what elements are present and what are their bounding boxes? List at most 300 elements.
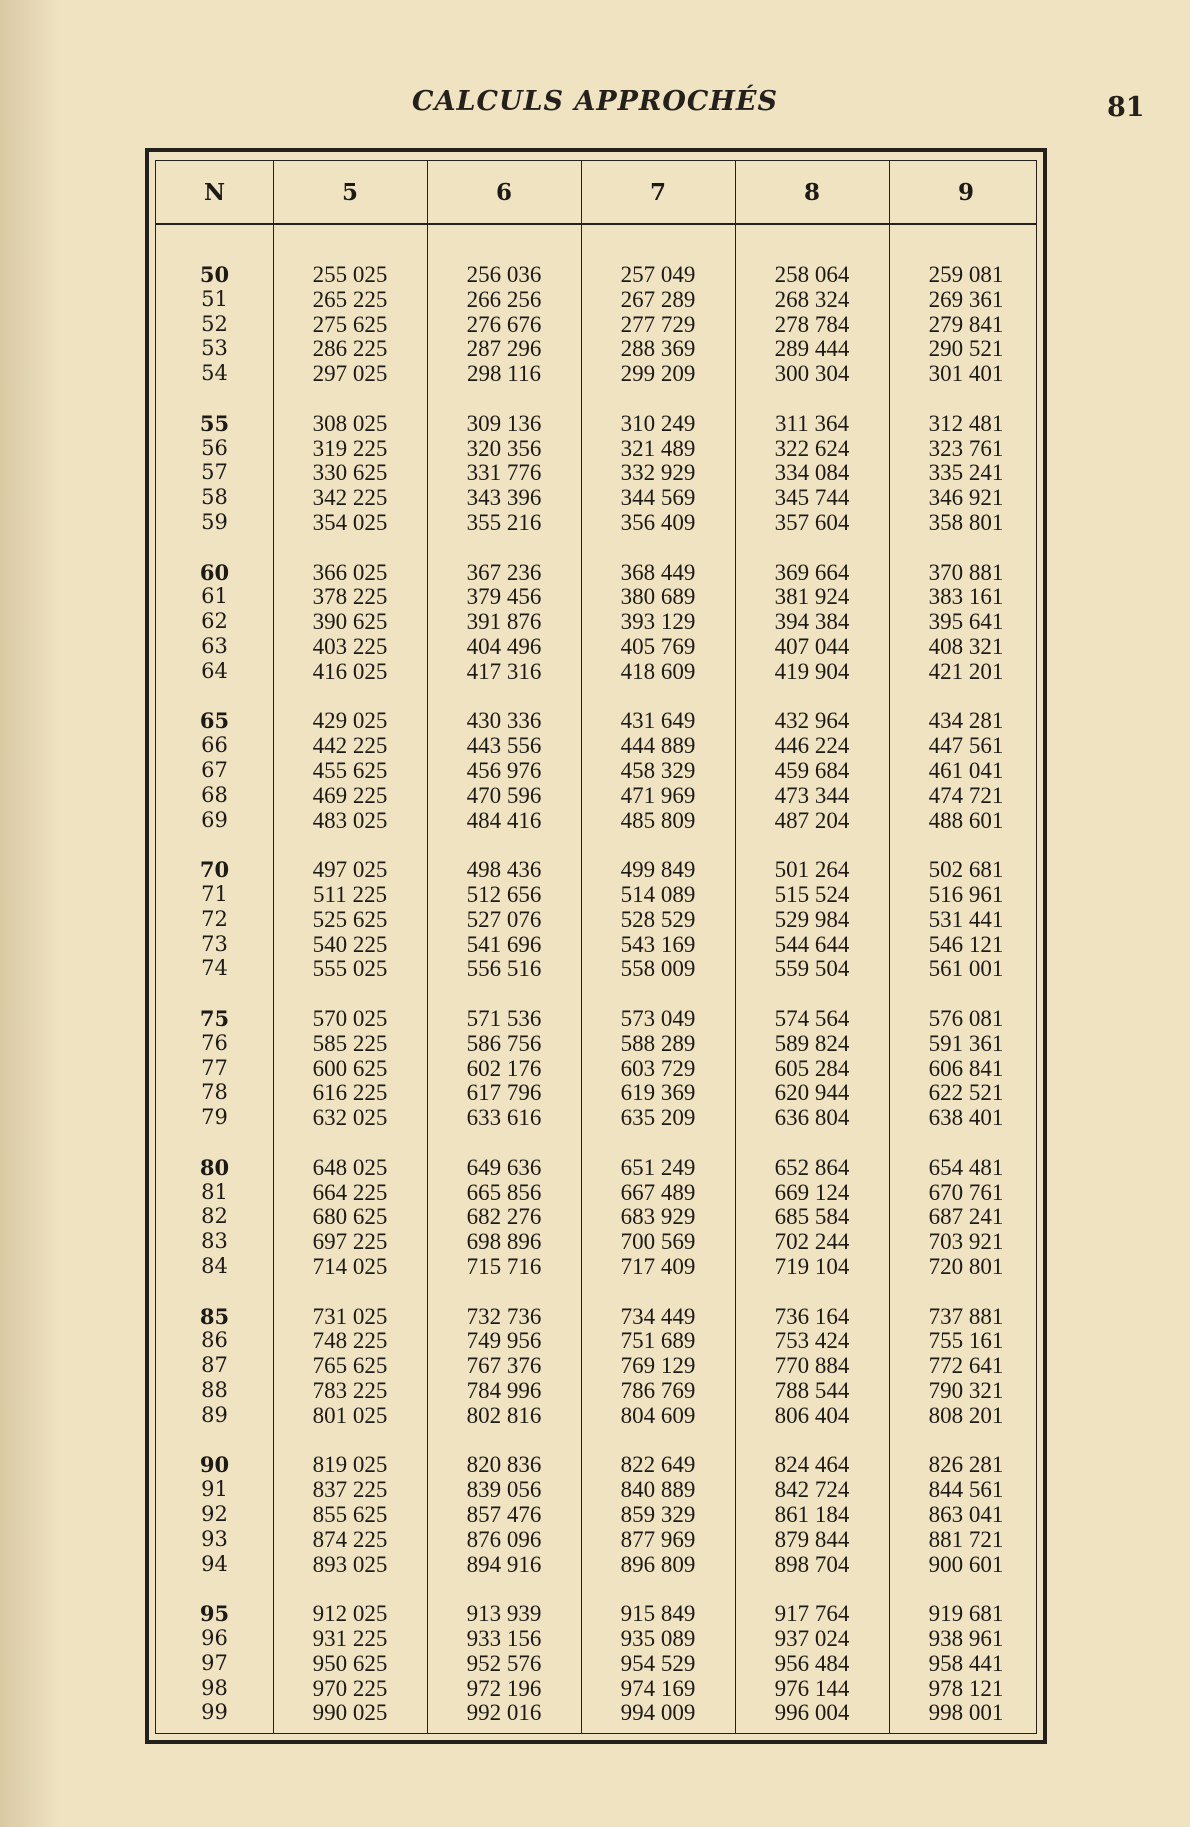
table-cell: 543 169 [620, 931, 696, 957]
row-n-cell: 60 [199, 559, 230, 585]
table-cell: 648 025 [312, 1154, 388, 1180]
table-cell: 483 025 [312, 807, 388, 833]
table-cell: 669 124 [774, 1179, 850, 1205]
table-cell: 502 681 [928, 857, 1004, 883]
table-cell: 720 801 [928, 1254, 1004, 1279]
table-cell: 842 724 [774, 1477, 850, 1503]
table-cell: 734 449 [620, 1303, 696, 1329]
table-cell: 380 689 [620, 584, 696, 610]
table-cell: 320 356 [466, 435, 542, 461]
table-cell: 912 025 [312, 1601, 388, 1627]
table-cell: 497 025 [312, 857, 388, 883]
table-cell: 429 025 [312, 708, 388, 734]
table-cell: 670 761 [928, 1179, 1004, 1205]
table-cell: 287 296 [466, 336, 542, 362]
table-cell: 954 529 [620, 1650, 696, 1676]
table-cell: 664 225 [312, 1179, 388, 1205]
table-cell: 286 225 [312, 336, 388, 362]
table-cell: 393 129 [620, 609, 696, 635]
table-cell: 698 896 [466, 1229, 542, 1255]
row-n-cell: 95 [199, 1601, 230, 1627]
table-cell: 877 969 [620, 1526, 696, 1552]
table-cell: 894 916 [466, 1551, 542, 1577]
column-header-9: 9 [957, 179, 974, 206]
table-cell: 278 784 [774, 311, 850, 337]
table-cell: 289 444 [774, 336, 850, 362]
table-cell: 749 956 [466, 1328, 542, 1354]
table-cell: 617 796 [466, 1080, 542, 1106]
table-cell: 570 025 [312, 1006, 388, 1031]
row-n-cell: 71 [201, 882, 228, 906]
table-cell: 855 625 [312, 1502, 388, 1527]
table-cell: 335 241 [928, 460, 1004, 486]
table-cell: 571 536 [466, 1006, 542, 1031]
row-n-cell: 69 [201, 807, 228, 832]
table-cell: 276 676 [466, 311, 542, 337]
page-edge-shadow [0, 0, 60, 1827]
table-cell: 938 961 [928, 1626, 1004, 1651]
header-rule [156, 223, 1036, 225]
table-cell: 586 756 [466, 1030, 542, 1056]
table-cell: 950 625 [312, 1650, 388, 1676]
table-cell: 898 704 [774, 1551, 850, 1577]
table-cell: 703 921 [928, 1229, 1004, 1255]
table-cell: 802 816 [466, 1402, 542, 1428]
table-cell: 996 004 [774, 1700, 850, 1726]
row-n-cell: 93 [201, 1526, 228, 1551]
table-cell: 512 656 [466, 882, 542, 907]
table-cell: 732 736 [466, 1303, 542, 1329]
table-cell: 488 601 [928, 807, 1004, 833]
row-n-cell: 52 [201, 311, 228, 336]
row-n-cell: 50 [199, 262, 230, 287]
table-cell: 616 225 [312, 1080, 388, 1106]
row-n-cell: 51 [201, 286, 228, 311]
table-cell: 405 769 [620, 634, 696, 659]
row-n-cell: 84 [201, 1254, 228, 1278]
table-cell: 619 369 [620, 1080, 696, 1106]
table-cell: 540 225 [312, 931, 388, 957]
table-cell: 719 104 [774, 1254, 850, 1279]
row-n-cell: 90 [199, 1452, 230, 1478]
row-n-cell: 64 [201, 658, 228, 683]
table-cell: 527 076 [466, 906, 542, 932]
row-n-cell: 54 [201, 361, 228, 386]
table-cell: 933 156 [466, 1626, 542, 1651]
table-cell: 633 616 [466, 1105, 542, 1131]
table-cell: 255 025 [312, 262, 388, 287]
table-cell: 379 456 [466, 584, 542, 610]
table-cell: 844 561 [928, 1477, 1004, 1503]
table-cell: 588 289 [620, 1030, 696, 1056]
column-header-8: 8 [803, 179, 820, 206]
table-cell: 514 089 [620, 882, 696, 907]
table-cell: 753 424 [774, 1328, 850, 1354]
table-cell: 383 161 [928, 584, 1004, 610]
table-cell: 344 569 [620, 485, 696, 511]
table-cell: 501 264 [774, 857, 850, 883]
table-cell: 259 081 [928, 262, 1004, 287]
table-cell: 546 121 [928, 931, 1004, 957]
table-cell: 416 025 [312, 658, 388, 684]
table-cell: 366 025 [312, 559, 388, 585]
table-inner-frame [155, 160, 1037, 1734]
table-cell: 605 284 [774, 1055, 850, 1081]
table-cell: 308 025 [312, 410, 388, 436]
table-cell: 990 025 [312, 1700, 388, 1726]
table-cell: 321 489 [620, 435, 696, 461]
table-cell: 444 889 [620, 733, 696, 759]
table-cell: 978 121 [928, 1675, 1004, 1701]
table-cell: 277 729 [620, 311, 696, 337]
row-n-cell: 89 [201, 1402, 228, 1427]
table-cell: 731 025 [312, 1303, 388, 1329]
table-cell: 334 084 [774, 460, 850, 486]
table-cell: 755 161 [928, 1328, 1004, 1354]
table-cell: 498 436 [466, 857, 542, 883]
row-n-cell: 59 [201, 510, 228, 534]
table-cell: 419 904 [774, 658, 850, 684]
table-cell: 559 504 [774, 956, 850, 982]
table-cell: 820 836 [466, 1452, 542, 1478]
table-cell: 331 776 [466, 460, 542, 486]
row-n-cell: 94 [201, 1551, 228, 1576]
table-cell: 310 249 [620, 410, 696, 436]
table-cell: 786 769 [620, 1378, 696, 1403]
table-cell: 952 576 [466, 1650, 542, 1676]
table-cell: 403 225 [312, 634, 388, 659]
table-cell: 881 721 [928, 1526, 1004, 1552]
row-n-cell: 77 [201, 1055, 228, 1080]
row-n-cell: 74 [201, 956, 228, 981]
table-cell: 555 025 [312, 956, 388, 982]
table-cell: 783 225 [312, 1378, 388, 1403]
table-cell: 256 036 [466, 262, 542, 287]
row-n-cell: 98 [201, 1675, 228, 1700]
table-cell: 715 716 [466, 1254, 542, 1279]
table-cell: 636 804 [774, 1105, 850, 1131]
row-n-cell: 86 [201, 1328, 228, 1353]
table-cell: 431 649 [620, 708, 696, 734]
table-cell: 301 401 [928, 361, 1004, 387]
table-cell: 515 524 [774, 882, 850, 907]
row-n-cell: 82 [201, 1204, 228, 1229]
row-n-cell: 83 [201, 1229, 228, 1254]
table-cell: 784 996 [466, 1378, 542, 1403]
table-cell: 474 721 [928, 782, 1004, 808]
table-cell: 840 889 [620, 1477, 696, 1503]
table-cell: 714 025 [312, 1254, 388, 1279]
table-cell: 992 016 [466, 1700, 542, 1726]
table-cell: 391 876 [466, 609, 542, 635]
table-cell: 369 664 [774, 559, 850, 585]
table-cell: 651 249 [620, 1154, 696, 1180]
row-n-cell: 62 [201, 609, 228, 634]
table-cell: 511 225 [313, 882, 387, 907]
table-cell: 421 201 [928, 658, 1004, 684]
table-cell: 600 625 [312, 1055, 388, 1081]
row-n-cell: 85 [199, 1303, 230, 1329]
table-cell: 330 625 [312, 460, 388, 486]
table-cell: 804 609 [620, 1402, 696, 1428]
table-cell: 702 244 [774, 1229, 850, 1255]
row-n-cell: 65 [199, 708, 230, 734]
table-cell: 748 225 [312, 1328, 388, 1354]
table-cell: 879 844 [774, 1526, 850, 1552]
table-cell: 697 225 [312, 1229, 388, 1255]
table-cell: 456 976 [466, 758, 542, 783]
table-cell: 896 809 [620, 1551, 696, 1577]
table-cell: 499 849 [620, 857, 696, 883]
row-n-cell: 61 [201, 584, 228, 609]
row-n-cell: 81 [201, 1179, 228, 1204]
table-cell: 544 644 [774, 931, 850, 957]
table-cell: 298 116 [467, 361, 541, 387]
table-cell: 837 225 [312, 1477, 388, 1503]
table-cell: 790 321 [928, 1378, 1004, 1403]
table-cell: 917 764 [774, 1601, 850, 1627]
table-cell: 442 225 [312, 733, 388, 759]
table-cell: 529 984 [774, 906, 850, 932]
table-cell: 516 961 [928, 882, 1004, 907]
table-cell: 258 064 [774, 262, 850, 287]
table-cell: 470 596 [466, 782, 542, 808]
table-cell: 288 369 [620, 336, 696, 362]
table-cell: 649 636 [466, 1154, 542, 1180]
table-cell: 275 625 [312, 311, 388, 337]
table-cell: 970 225 [312, 1675, 388, 1701]
row-n-cell: 88 [201, 1378, 228, 1402]
table-cell: 342 225 [312, 485, 388, 511]
table-cell: 801 025 [312, 1402, 388, 1428]
table-cell: 602 176 [466, 1055, 542, 1081]
table-cell: 471 969 [620, 782, 696, 808]
table-cell: 998 001 [928, 1700, 1004, 1726]
table-cell: 919 681 [928, 1601, 1004, 1627]
table-cell: 404 496 [466, 634, 542, 659]
table-cell: 407 044 [774, 634, 850, 659]
table-cell: 434 281 [928, 708, 1004, 734]
table-cell: 826 281 [928, 1452, 1004, 1478]
table-cell: 323 761 [928, 435, 1004, 461]
table-cell: 931 225 [312, 1626, 388, 1651]
row-n-cell: 99 [201, 1700, 228, 1725]
table-cell: 861 184 [774, 1502, 850, 1527]
table-cell: 265 225 [312, 286, 388, 312]
table-cell: 487 204 [774, 807, 850, 833]
table-cell: 354 025 [312, 510, 388, 535]
table-cell: 622 521 [928, 1080, 1004, 1106]
table-cell: 603 729 [620, 1055, 696, 1081]
table-cell: 956 484 [774, 1650, 850, 1676]
table-cell: 574 564 [774, 1006, 850, 1031]
table-cell: 859 329 [620, 1502, 696, 1527]
table-cell: 485 809 [620, 807, 696, 833]
table-cell: 368 449 [620, 559, 696, 585]
table-cell: 770 884 [774, 1353, 850, 1379]
table-cell: 459 684 [774, 758, 850, 783]
table-cell: 343 396 [466, 485, 542, 511]
table-cell: 958 441 [928, 1650, 1004, 1676]
table-cell: 446 224 [774, 733, 850, 759]
table-cell: 266 256 [466, 286, 542, 312]
table-cell: 367 236 [466, 559, 542, 585]
table-cell: 381 924 [774, 584, 850, 610]
row-n-cell: 96 [201, 1626, 228, 1650]
table-cell: 913 939 [466, 1601, 542, 1627]
table-cell: 819 025 [312, 1452, 388, 1478]
row-n-cell: 97 [201, 1650, 228, 1675]
row-n-cell: 53 [201, 336, 228, 361]
column-header-6: 6 [495, 179, 512, 206]
table-cell: 876 096 [466, 1526, 542, 1552]
table-cell: 394 384 [774, 609, 850, 635]
table-cell: 531 441 [928, 906, 1004, 932]
row-n-cell: 72 [201, 906, 228, 931]
row-n-cell: 91 [201, 1477, 228, 1502]
table-cell: 561 001 [928, 956, 1004, 982]
table-cell: 606 841 [928, 1055, 1004, 1081]
table-cell: 808 201 [928, 1402, 1004, 1428]
table-cell: 418 609 [620, 658, 696, 684]
table-cell: 863 041 [928, 1502, 1004, 1527]
table-cell: 268 324 [774, 286, 850, 312]
table-cell: 257 049 [620, 262, 696, 287]
table-cell: 332 929 [620, 460, 696, 486]
table-cell: 683 929 [620, 1204, 696, 1230]
table-cell: 585 225 [312, 1030, 388, 1056]
table-cell: 357 604 [774, 510, 850, 535]
table-cell: 737 881 [928, 1303, 1004, 1329]
table-cell: 356 409 [620, 510, 696, 535]
table-cell: 736 164 [774, 1303, 850, 1329]
column-header-N: N [203, 179, 226, 206]
table-cell: 556 516 [466, 956, 542, 982]
table-cell: 473 344 [774, 782, 850, 808]
table-cell: 346 921 [928, 485, 1004, 511]
table-cell: 345 744 [774, 485, 850, 511]
column-header-5: 5 [341, 179, 358, 206]
table-cell: 620 944 [774, 1080, 850, 1106]
table-cell: 430 336 [466, 708, 542, 734]
table-cell: 267 289 [620, 286, 696, 312]
table-cell: 300 304 [774, 361, 850, 387]
table-cell: 447 561 [928, 733, 1004, 759]
row-n-cell: 73 [201, 931, 228, 956]
row-n-cell: 68 [201, 782, 228, 807]
table-cell: 654 481 [928, 1154, 1004, 1180]
row-n-cell: 70 [199, 857, 230, 883]
table-cell: 461 041 [928, 758, 1004, 783]
table-cell: 525 625 [312, 906, 388, 932]
table-cell: 652 864 [774, 1154, 850, 1180]
table-cell: 312 481 [928, 410, 1004, 436]
table-cell: 717 409 [620, 1254, 696, 1279]
table-cell: 632 025 [312, 1105, 388, 1131]
table-cell: 680 625 [312, 1204, 388, 1230]
table-cell: 915 849 [620, 1601, 696, 1627]
row-n-cell: 58 [201, 485, 228, 510]
table-cell: 541 696 [466, 931, 542, 957]
row-n-cell: 80 [199, 1154, 230, 1180]
table-cell: 432 964 [774, 708, 850, 734]
table-cell: 972 196 [466, 1675, 542, 1701]
table-cell: 667 489 [620, 1179, 696, 1205]
table-cell: 528 529 [620, 906, 696, 932]
table-cell: 469 225 [312, 782, 388, 808]
row-n-cell: 76 [201, 1030, 228, 1055]
table-cell: 772 641 [928, 1353, 1004, 1379]
table-cell: 687 241 [928, 1204, 1004, 1230]
table-cell: 443 556 [466, 733, 542, 759]
row-n-cell: 75 [199, 1006, 230, 1031]
table-cell: 355 216 [466, 510, 542, 535]
table-cell: 290 521 [928, 336, 1004, 362]
table-cell: 700 569 [620, 1229, 696, 1255]
row-n-cell: 66 [201, 733, 228, 758]
row-n-cell: 57 [201, 460, 228, 485]
table-cell: 822 649 [620, 1452, 696, 1478]
table-cell: 937 024 [774, 1626, 850, 1651]
table-cell: 874 225 [312, 1526, 388, 1552]
table-cell: 309 136 [466, 410, 542, 436]
row-n-cell: 67 [201, 758, 228, 782]
table-cell: 638 401 [928, 1105, 1004, 1131]
table-cell: 893 025 [312, 1551, 388, 1577]
table-cell: 591 361 [928, 1030, 1004, 1056]
table-cell: 806 404 [774, 1402, 850, 1428]
table-cell: 788 544 [774, 1378, 850, 1403]
table-cell: 685 584 [774, 1204, 850, 1230]
table-cell: 635 209 [620, 1105, 696, 1131]
row-n-cell: 55 [199, 410, 230, 436]
table-cell: 417 316 [466, 658, 542, 684]
page-number: 81 [1107, 92, 1145, 123]
table-cell: 297 025 [312, 361, 388, 387]
table-cell: 665 856 [466, 1179, 542, 1205]
table-cell: 573 049 [620, 1006, 696, 1031]
table-cell: 767 376 [466, 1353, 542, 1379]
column-header-7: 7 [649, 179, 666, 206]
table-cell: 279 841 [928, 311, 1004, 337]
table-cell: 322 624 [774, 435, 850, 461]
table-cell: 390 625 [312, 609, 388, 635]
table-cell: 311 364 [775, 410, 849, 436]
row-n-cell: 87 [201, 1353, 228, 1378]
table-cell: 824 464 [774, 1452, 850, 1478]
table-cell: 935 089 [620, 1626, 696, 1651]
table-cell: 370 881 [928, 559, 1004, 585]
table-cell: 765 625 [312, 1353, 388, 1379]
row-n-cell: 92 [201, 1502, 228, 1526]
table-cell: 839 056 [466, 1477, 542, 1503]
table-cell: 857 476 [466, 1502, 542, 1527]
table-cell: 395 641 [928, 609, 1004, 635]
table-cell: 769 129 [620, 1353, 696, 1379]
squares-table [145, 148, 1047, 1744]
table-cell: 269 361 [928, 286, 1004, 312]
table-cell: 900 601 [928, 1551, 1004, 1577]
table-cell: 458 329 [620, 758, 696, 783]
table-cell: 299 209 [620, 361, 696, 387]
table-cell: 974 169 [620, 1675, 696, 1701]
table-cell: 358 801 [928, 510, 1004, 535]
table-cell: 576 081 [928, 1006, 1004, 1031]
row-n-cell: 78 [201, 1080, 228, 1105]
table-cell: 751 689 [620, 1328, 696, 1354]
table-cell: 976 144 [774, 1675, 850, 1701]
row-n-cell: 79 [201, 1105, 228, 1130]
